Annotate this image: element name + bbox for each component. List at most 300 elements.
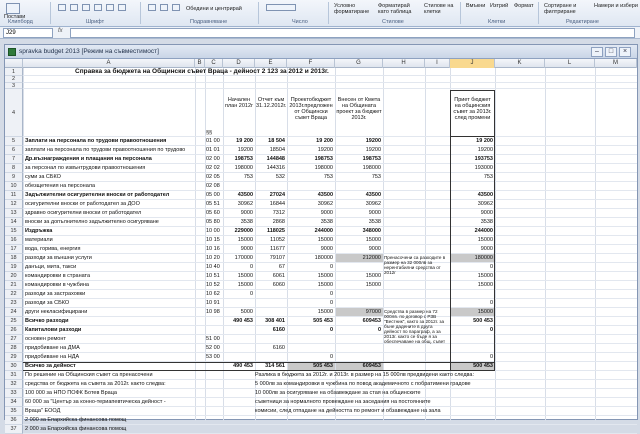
cell-value-f[interactable]: 0 [329,354,333,360]
row-header-23[interactable]: 23 [5,299,23,308]
gridline [23,181,637,182]
ribbon-separator [328,2,329,24]
cell-value-j[interactable]: 9000 [480,210,493,216]
cell-value-e[interactable]: 6061 [272,273,285,279]
cell-value-g[interactable]: 348000 [362,228,381,234]
adopted-cell-border [450,263,495,272]
column-header-f[interactable]: F [287,59,335,68]
cell-value-f[interactable]: 9000 [320,246,333,252]
number-format-dropdown[interactable] [266,4,296,11]
total-row-border [23,362,495,371]
cell-value-g[interactable]: 198000 [362,165,381,171]
cell-description[interactable]: други некласифицирани [25,309,88,315]
adopted-cell-border [450,155,495,164]
row-header-11[interactable]: 11 [5,191,23,200]
cell-value-e[interactable]: 18 504 [268,138,285,144]
cell-value-g[interactable]: 753 [371,174,381,180]
adopted-cell-border [450,146,495,155]
cell-value-j[interactable]: 15000 [477,282,493,288]
cell-description[interactable]: заплати на персонала по трудови правоотношения по трудово [25,147,186,153]
gridline [23,325,637,326]
cell-value-e[interactable]: 79107 [269,255,285,261]
cell-value-d[interactable]: 490 453 [233,318,253,324]
cell-value-f[interactable]: 15000 [317,282,333,288]
column-header-d[interactable]: D [223,59,255,68]
cell-value-e[interactable]: 67 [278,264,285,270]
note-right: 5 000лв за командировки в чужбина по повод академичното с побратимени градове [255,381,471,387]
align-right-icon[interactable] [172,4,180,11]
gridline [23,75,637,76]
adopted-cell-border [450,290,495,299]
cell-description[interactable]: материали [25,237,53,243]
cell-value-d[interactable]: 30962 [237,201,253,207]
row-header-37[interactable]: 37 [5,425,23,434]
cell-value-j[interactable]: 9000 [480,246,493,252]
cell-value-e[interactable]: 144316 [266,165,285,171]
gridline [23,406,637,407]
cell-code[interactable]: 05 60 [206,210,220,216]
cell-value-g[interactable]: 3538 [368,219,381,225]
column-header-e[interactable]: E [255,59,287,68]
cell-code[interactable]: 05 51 [206,201,220,207]
row-header-27[interactable]: 27 [5,335,23,344]
cell-code[interactable]: 10 51 [206,273,220,279]
cell-value-g[interactable]: 609453 [362,318,381,324]
cell-value-f[interactable]: 9000 [320,210,333,216]
row-header-24[interactable]: 24 [5,308,23,317]
align-center-icon[interactable] [160,4,168,11]
underline-icon[interactable] [82,4,90,11]
italic-icon[interactable] [70,4,78,11]
cell-value-d[interactable]: 15000 [237,282,253,288]
cell-value-d[interactable]: 15000 [237,273,253,279]
cell-description[interactable]: придобиване на ДМА [25,345,80,351]
align-left-icon[interactable] [148,4,156,11]
cell-value-g[interactable]: 198753 [362,156,381,162]
gridline [23,208,637,209]
cell-value-j[interactable]: 244000 [474,228,493,234]
cell-value-d[interactable]: 43500 [237,192,253,198]
cell-value-j[interactable]: 180000 [474,255,493,261]
cell-code[interactable]: 10 40 [206,264,220,270]
cell-description[interactable]: командировки в страната [25,273,91,279]
cell-description[interactable]: здравно осигурителни вноски от работодател [25,210,142,216]
row-header-21[interactable]: 21 [5,281,23,290]
ribbon-separator [140,2,141,24]
adopted-cell-border [450,308,495,317]
row-header-1[interactable]: 1 [5,68,23,76]
cell-value-f[interactable]: 505 453 [313,363,333,369]
row-header-18[interactable]: 18 [5,254,23,263]
row-header-22[interactable]: 22 [5,290,23,299]
cell-value-f[interactable]: 198000 [314,165,333,171]
row-header-9[interactable]: 9 [5,173,23,182]
format-as-table-button[interactable]: Форматирай като таблица [378,3,412,15]
adopted-cell-border [450,173,495,182]
cell-description[interactable]: командировки в чужбина [25,282,89,288]
font-group-label: Шрифт [86,19,105,25]
font-color-icon[interactable] [118,4,126,11]
cell-value-e[interactable]: 6060 [272,282,285,288]
adopted-cell-border [450,326,495,335]
cell-description[interactable]: вода, горива, енергия [25,246,81,252]
row-header-5[interactable]: 5 [5,137,23,146]
cell-value-e[interactable]: 6160 [272,345,285,351]
row-header-15[interactable]: 15 [5,227,23,236]
cell-description[interactable]: обезщетения на персонала [25,183,96,189]
cell-value-e[interactable]: 2868 [272,219,285,225]
cell-description[interactable]: Заплати на персонала по трудови правоотношения [25,138,167,144]
cell-value-f[interactable]: 505 453 [313,318,333,324]
insert-button[interactable]: Вмъкни [466,3,486,9]
cell-value-j[interactable]: 19 200 [476,138,493,144]
row-header-36[interactable]: 36 [5,416,23,425]
gridline [23,307,637,308]
row-header-34[interactable]: 34 [5,398,23,407]
row-header-26[interactable]: 26 [5,326,23,335]
adopted-cell-border [450,200,495,209]
cell-code[interactable]: 10 15 [206,237,220,243]
cell-description[interactable]: за персонал по извънтрудови правоотношения [25,165,146,171]
cell-description[interactable]: придобиване на НДА [25,354,80,360]
cell-value-e[interactable]: 314 561 [265,363,285,369]
gridline [23,217,637,218]
sort-filter-button[interactable]: Сортиране и филтриране [544,3,577,15]
row-header-19[interactable]: 19 [5,263,23,272]
bold-icon[interactable] [58,4,66,11]
cell-value-j[interactable]: 193753 [474,156,493,162]
column-header-c[interactable]: C [205,59,223,68]
cell-value-g[interactable]: 15000 [365,282,381,288]
cell-value-f[interactable]: 244000 [314,228,333,234]
row-header-28[interactable]: 28 [5,344,23,353]
cell-value-e[interactable]: 11052 [270,237,285,243]
cell-value-d[interactable]: 490 453 [233,363,253,369]
cell-code[interactable]: 10 98 [206,309,220,315]
gridline [23,415,637,416]
paste-icon[interactable] [6,3,20,14]
cell-value-d[interactable]: 9000 [240,246,253,252]
row-header-35[interactable]: 35 [5,407,23,416]
cell-styles-button[interactable]: Стилове на клетки [424,3,454,15]
cell-value-d[interactable]: 5000 [240,309,253,315]
cell-value-d[interactable]: 9000 [240,210,253,216]
cell-value-f[interactable]: 0 [329,264,333,270]
row-header-3[interactable]: 3 [5,83,23,89]
adopted-cell-border [450,218,495,227]
gridline [23,88,637,89]
cell-description[interactable]: Всичко разходи [25,318,69,324]
note-right: 10 000лв за осигуряване на обзавеждане за стая на общинските [255,390,421,396]
cell-value-d[interactable]: 753 [243,174,253,180]
merge-center-button[interactable]: Обедини и центрирай [186,6,242,12]
cell-value-d[interactable]: 19 200 [236,138,253,144]
cell-value-g[interactable]: 19200 [365,147,381,153]
cell-value-g[interactable]: 0 [377,327,381,333]
name-box[interactable]: J29 [3,28,53,38]
border-icon[interactable] [94,4,102,11]
conditional-format-button[interactable]: Условно форматиране [334,3,370,15]
cell-value-f[interactable]: 180000 [314,255,333,261]
cell-value-g[interactable]: 19200 [365,138,381,144]
cell-value-g[interactable]: 97000 [365,309,381,315]
column-header-a[interactable]: A [23,59,195,68]
cell-value-d[interactable]: 3538 [240,219,253,225]
cell-value-g[interactable]: 43500 [365,192,381,198]
gridline [23,172,637,173]
gridline [23,424,637,425]
header-code: §§ [206,130,213,136]
cell-description[interactable]: Капиталови разходи [25,327,82,333]
cell-value-d[interactable]: 15000 [237,237,253,243]
cell-value-g[interactable]: 15000 [365,273,381,279]
row-header-2[interactable]: 2 [5,76,23,83]
cell-value-e[interactable]: 16844 [269,201,285,207]
cell-value-f[interactable]: 0 [329,291,333,297]
cell-value-e[interactable]: 7312 [272,210,285,216]
cell-description[interactable]: разходи за външни услуги [25,255,92,261]
cell-value-f[interactable]: 15000 [317,273,333,279]
cell-code[interactable]: 05 80 [206,219,220,225]
workbook-titlebar [5,45,637,59]
excel-file-icon [8,48,16,56]
adopted-cell-border [450,335,495,344]
minimize-button[interactable]: – [591,47,603,57]
cell-code[interactable]: 01 01 [206,147,220,153]
cell-description[interactable]: Всичко за дейност [25,363,76,369]
column-header-k[interactable]: K [495,59,545,68]
column-header-g[interactable]: G [335,59,383,68]
cell-value-g[interactable]: 9000 [368,210,381,216]
cell-value-f[interactable]: 198753 [314,156,333,162]
cell-value-g[interactable]: 30962 [365,201,381,207]
cell-code[interactable]: 10 16 [206,246,220,252]
find-select-button[interactable]: Намери и избери [594,3,638,9]
gridline [23,397,637,398]
note-left: 60 000 за "Център за конно-териапевтическа дейност - [25,399,166,405]
row-header-16[interactable]: 16 [5,236,23,245]
restore-button[interactable]: □ [605,47,617,57]
gridline [23,190,637,191]
gridline [23,199,637,200]
cell-code[interactable]: 01 00 [206,138,220,144]
cell-value-j[interactable]: 15000 [477,309,493,315]
row-header-10[interactable]: 10 [5,182,23,191]
cell-code[interactable]: 10 62 [206,291,220,297]
cell-code[interactable]: 02 08 [206,183,220,189]
column-header-b[interactable]: B [195,59,205,68]
cell-value-g[interactable]: 609453 [362,363,381,369]
row-header-25[interactable]: 25 [5,317,23,326]
row-header-8[interactable]: 8 [5,164,23,173]
cell-code[interactable]: 02 05 [206,174,220,180]
note-left: средства от бюджета на съвета за 2012г. както следва: [25,381,166,387]
cell-code[interactable]: 10 00 [206,228,220,234]
gridline [23,136,637,137]
cell-value-d[interactable]: 0 [249,264,253,270]
cell-value-e[interactable]: 532 [275,174,285,180]
column-header-h[interactable]: H [383,59,425,68]
gridline [23,388,637,389]
formula-bar [0,27,640,39]
cell-code[interactable]: 05 00 [206,192,220,198]
cell-value-g[interactable]: 212000 [362,255,381,261]
cell-description[interactable]: вноски за допълнително задължително осигуряване [25,219,159,225]
cell-code[interactable]: 53 00 [206,354,220,360]
cell-value-f[interactable]: 3538 [320,219,333,225]
note-right: съветници за нормалното провеждане на заседания на постоянните [255,399,431,405]
adopted-cell-border [450,299,495,308]
row-header-14[interactable]: 14 [5,218,23,227]
row-header-4[interactable]: 4 [5,89,23,137]
cell-value-j[interactable]: 30962 [477,201,493,207]
cell-value-f[interactable]: 30962 [317,201,333,207]
ribbon-separator [460,2,461,24]
cell-value-j[interactable]: 43500 [477,192,493,198]
cell-value-f[interactable]: 19200 [317,147,333,153]
adopted-cell-border [450,227,495,236]
gridline [23,235,637,236]
cell-value-f[interactable]: 43500 [317,192,333,198]
formula-input[interactable] [70,28,635,38]
cell-description[interactable]: разходи за застраховки [25,291,86,297]
gridline [23,145,637,146]
cell-value-j[interactable]: 0 [489,300,493,306]
gridline [23,343,637,344]
cell-description[interactable]: Др.възнаграждения и плащания на персонала [25,156,152,162]
cell-description[interactable]: осигурителни вноски от работодател за ДОО [25,201,140,207]
cell-value-e[interactable]: 18504 [269,147,285,153]
cell-value-j[interactable]: 0 [489,264,493,270]
cell-value-e[interactable]: 118025 [266,228,285,234]
header-mayor-proposal-2013: Внесен от Кмета на Общината проект за бюджет 2013г. [336,97,382,121]
ribbon-separator [258,2,259,24]
adopted-cell-border [450,317,495,326]
cell-value-j[interactable]: 15000 [477,237,493,243]
cell-value-g[interactable]: 15000 [365,237,381,243]
cell-code[interactable]: 10 20 [206,255,220,261]
row-header-7[interactable]: 7 [5,155,23,164]
cell-description[interactable]: Задължителни осигурителни вноски от работодател [25,192,170,198]
cell-code[interactable]: 02 00 [206,156,220,162]
row-header-17[interactable]: 17 [5,245,23,254]
cell-description[interactable]: Издръжка [25,228,53,234]
row-header-30[interactable]: 30 [5,362,23,371]
adopted-cell-border [450,254,495,263]
cell-value-d[interactable]: 198000 [234,165,253,171]
cell-value-j[interactable]: 753 [483,174,493,180]
cell-value-j[interactable]: 0 [489,327,493,333]
note-right: комисии, след отпадане на дейността по ремонт и обзавеждане на зала [255,408,441,414]
cell-value-j[interactable]: 500 453 [473,363,493,369]
cell-value-f[interactable]: 15000 [317,237,333,243]
fill-color-icon[interactable] [106,4,114,11]
format-button[interactable]: Формат [514,3,534,9]
cell-value-d[interactable]: 19200 [237,147,253,153]
side-note-row24: Средства в размер на 72 000лв. по договор с РЗВ "Вестник", както за 2012г. за бъне дадените в друга дейност по параграф, а за 2013г. както се бъде я за обеспечаване на общ. съвет [384,309,446,344]
close-button[interactable]: × [619,47,631,57]
cell-value-f[interactable]: 0 [329,327,333,333]
side-note-row18: Пренасочени са разходите в размер на 32 000лв за нерентабилни средства от 2012г [384,255,446,275]
row-header-20[interactable]: 20 [5,272,23,281]
cell-value-f[interactable]: 15000 [317,309,333,315]
cell-value-j[interactable]: 500 453 [473,318,493,324]
column-header-l[interactable]: L [545,59,595,68]
adopted-cell-border [450,191,495,200]
ribbon [0,0,640,27]
cell-value-j[interactable]: 0 [489,354,493,360]
workbook-window [4,44,638,432]
cell-value-f[interactable]: 753 [323,174,333,180]
row-header-29[interactable]: 29 [5,353,23,362]
cell-value-e[interactable]: 144848 [266,156,285,162]
row-header-32[interactable]: 32 [5,380,23,389]
row-header-33[interactable]: 33 [5,389,23,398]
column-header-j[interactable]: J [450,59,495,68]
row-header-13[interactable]: 13 [5,209,23,218]
gridline [23,271,637,272]
cell-code[interactable]: 51 00 [206,336,220,342]
select-all-corner[interactable] [5,59,23,68]
cell-value-g[interactable]: 9000 [368,246,381,252]
row-header-6[interactable]: 6 [5,146,23,155]
gridline [23,163,637,164]
cell-description[interactable]: основен ремонт [25,336,66,342]
cell-code[interactable]: 10 91 [206,300,220,306]
cell-value-e[interactable]: 11677 [270,246,285,252]
cell-description[interactable]: суми за СБКО [25,174,61,180]
cell-value-j[interactable]: 15000 [477,273,493,279]
cell-value-j[interactable]: 3538 [480,219,493,225]
cell-code[interactable]: 10 52 [206,282,220,288]
cell-value-j[interactable]: 19200 [477,147,493,153]
adopted-cell-border [450,272,495,281]
cell-value-d[interactable]: 229000 [234,228,253,234]
fx-icon[interactable]: fx [58,28,63,34]
row-header-12[interactable]: 12 [5,200,23,209]
styles-group-label: Стилове [382,19,404,25]
cell-value-d[interactable]: 0 [249,291,253,297]
gridline [23,298,637,299]
column-header-i[interactable]: I [425,59,450,68]
cell-value-e[interactable]: 6160 [272,327,285,333]
paste-button[interactable]: Постави [4,14,26,20]
cell-value-e[interactable]: 308 401 [265,318,285,324]
gridline [23,352,637,353]
row-header-31[interactable]: 31 [5,371,23,380]
gridline [23,154,637,155]
cell-description[interactable]: разходи за СБКО [25,300,70,306]
cell-value-f[interactable]: 19 200 [316,138,333,144]
cell-value-j[interactable]: 193000 [474,165,493,171]
cell-value-f[interactable]: 0 [329,300,333,306]
align-group-label: Подравняване [190,19,228,25]
cell-value-d[interactable]: 170000 [234,255,253,261]
cell-code[interactable]: 52 00 [206,345,220,351]
clipboard-group-label: Клипборд [8,19,33,25]
cells-group-label: Клетки [488,19,506,25]
cell-value-e[interactable]: 27024 [269,192,285,198]
column-header-m[interactable]: M [595,59,637,68]
cell-code[interactable]: 02 02 [206,165,220,171]
cell-value-d[interactable]: 198753 [234,156,253,162]
note-left: 2 000 за Епархийска финансова помощ [25,417,127,423]
adopted-cell-border [450,209,495,218]
cell-description[interactable]: данъци, мита, такси [25,264,77,270]
gridline [23,253,637,254]
adopted-cell-border [450,245,495,254]
delete-button[interactable]: Изтрий [490,3,509,9]
